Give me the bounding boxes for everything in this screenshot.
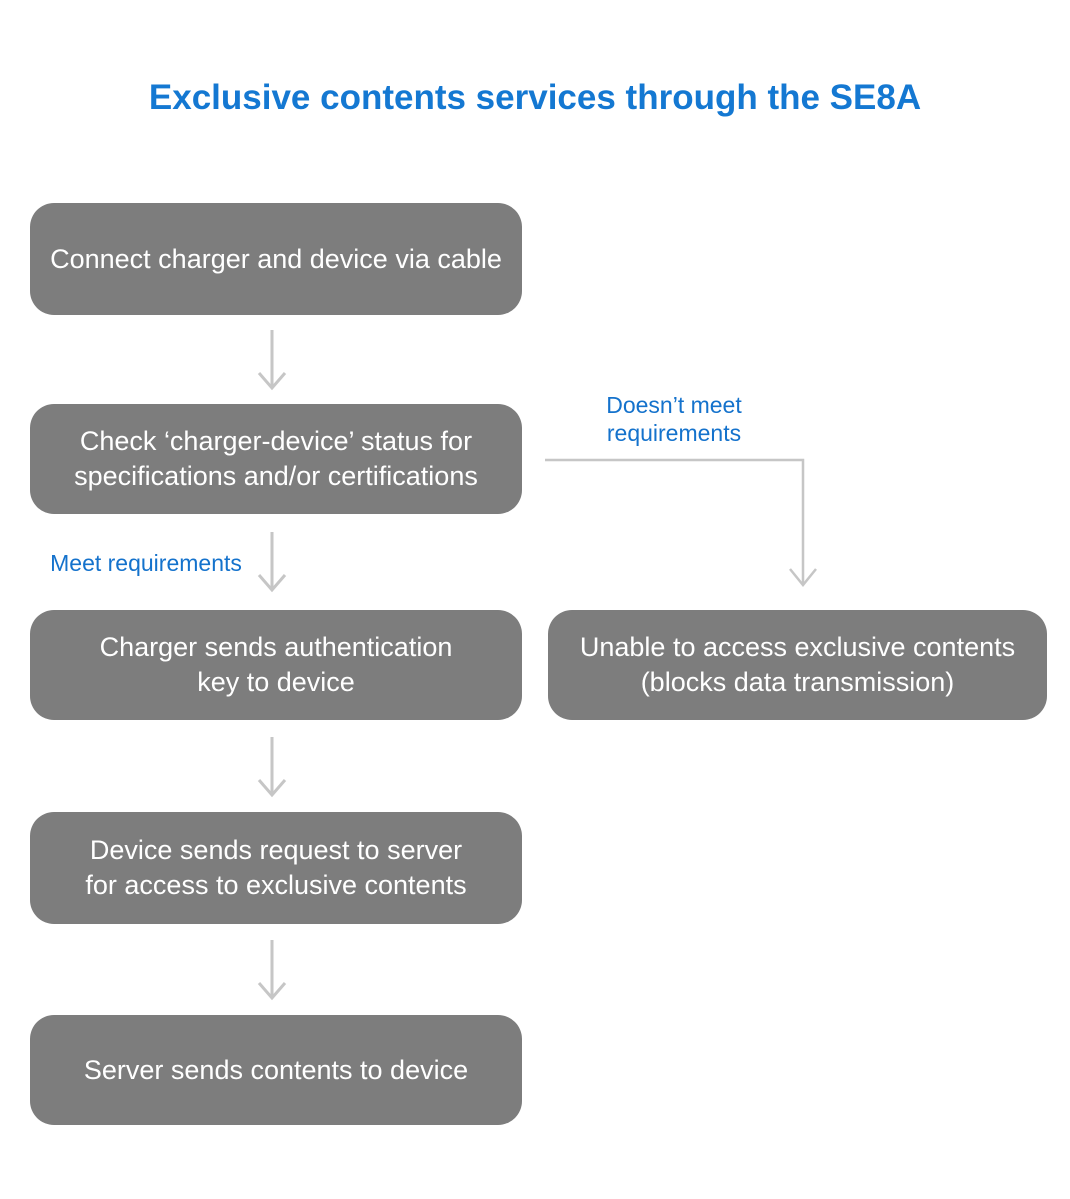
node-device-sends-request bbox=[30, 812, 522, 924]
node-check-status-line1: Check ‘charger-device’ status for bbox=[79, 426, 473, 456]
node-connect-charger-text: Connect charger and device via cable bbox=[50, 243, 502, 274]
node-charger-sends-key-line2: key to device bbox=[197, 667, 355, 697]
node-unable-to-access-line2: (blocks data transmission) bbox=[640, 667, 955, 697]
node-check-status bbox=[30, 404, 522, 514]
label-meet-requirements: Meet requirements bbox=[50, 550, 242, 576]
node-connect-charger bbox=[30, 203, 522, 315]
arrow-down-icon bbox=[250, 735, 294, 799]
arrow-down-icon bbox=[250, 328, 294, 392]
node-server-sends-contents-text: Server sends contents to device bbox=[83, 1054, 469, 1085]
elbow-arrow-icon bbox=[545, 457, 835, 593]
arrow-down-icon bbox=[250, 938, 294, 1002]
node-unable-to-access bbox=[548, 610, 1047, 720]
arrow-down-icon bbox=[250, 530, 294, 594]
node-server-sends-contents bbox=[30, 1015, 522, 1125]
label-doesnt-meet-requirements: Doesn’t meet requirements bbox=[606, 392, 742, 446]
node-charger-sends-key-line1: Charger sends authentication bbox=[99, 632, 453, 662]
node-unable-to-access-line1: Unable to access exclusive contents bbox=[579, 632, 1016, 662]
node-device-sends-request-line1: Device sends request to server bbox=[89, 835, 463, 865]
diagram-title: Exclusive contents services through the SE8A bbox=[148, 78, 922, 117]
node-charger-sends-key bbox=[30, 610, 522, 720]
node-check-status-line2: specifications and/or certifications bbox=[74, 461, 478, 491]
node-device-sends-request-line2: for access to exclusive contents bbox=[85, 870, 467, 900]
